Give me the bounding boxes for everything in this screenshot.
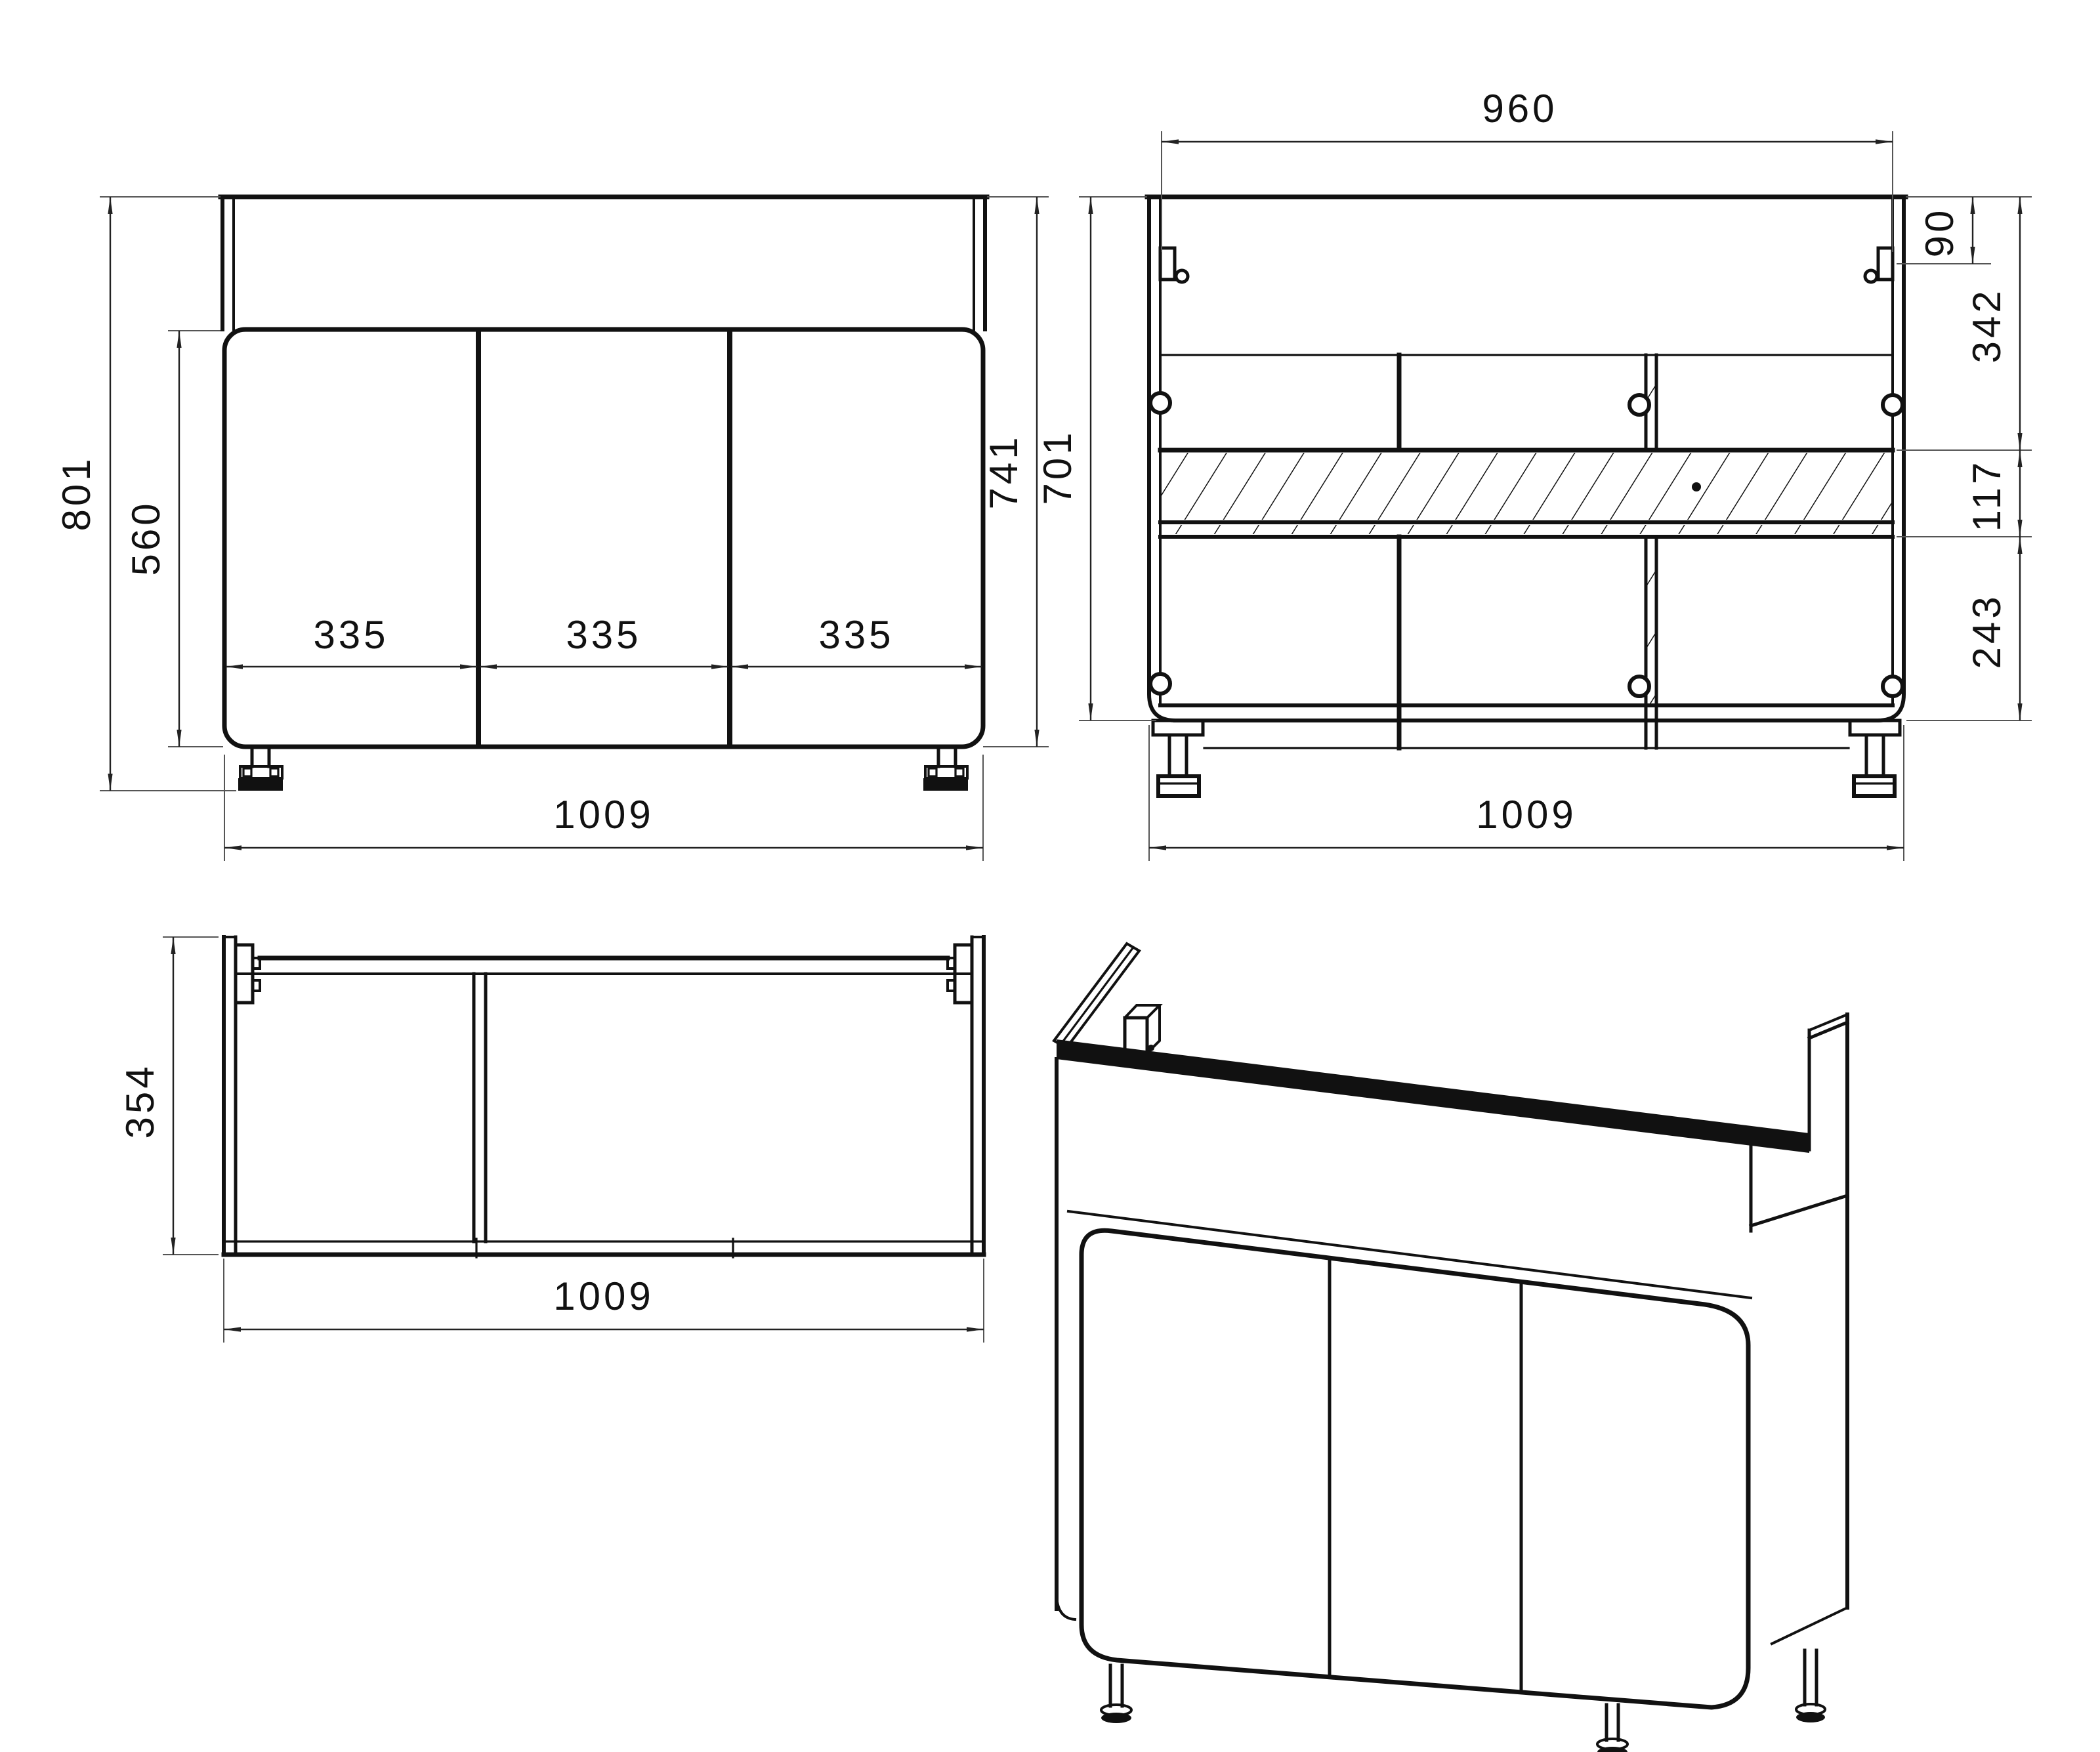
dim-top-overall-width: 1009 <box>553 1274 654 1318</box>
rail-hatch <box>1160 525 1893 534</box>
cam-lock <box>1150 393 1170 413</box>
dim-front-door-width-left: 335 <box>313 613 389 657</box>
dim-front-facade-height: 741 <box>982 434 1026 510</box>
dim-top-depth: 354 <box>118 1063 162 1139</box>
dim-front-door-width-middle: 335 <box>566 613 642 657</box>
dim-back-stretcher-height: 117 <box>1965 459 2009 532</box>
dim-front-door-height: 560 <box>124 500 168 576</box>
dim-front-overall-height: 801 <box>54 455 98 532</box>
dim-back-inner-width: 960 <box>1482 87 1558 131</box>
dim-back-overall-width: 1009 <box>1476 793 1577 837</box>
dim-back-carcass-height: 701 <box>1036 429 1080 505</box>
dim-front-door-width-right: 335 <box>818 613 894 657</box>
fastener-dot <box>1692 482 1701 491</box>
dim-back-hinge-offset: 90 <box>1918 207 1962 258</box>
cam-lock <box>1883 395 1902 415</box>
cam-lock <box>1629 395 1649 415</box>
stretcher-hatch <box>1160 453 1893 520</box>
dim-front-overall-width: 1009 <box>553 793 654 837</box>
cam-lock <box>1883 677 1902 696</box>
cam-lock <box>1629 677 1649 696</box>
cam-lock <box>1150 674 1170 694</box>
dim-back-lower-section: 243 <box>1965 593 2009 669</box>
dim-back-upper-section: 342 <box>1965 287 2009 364</box>
